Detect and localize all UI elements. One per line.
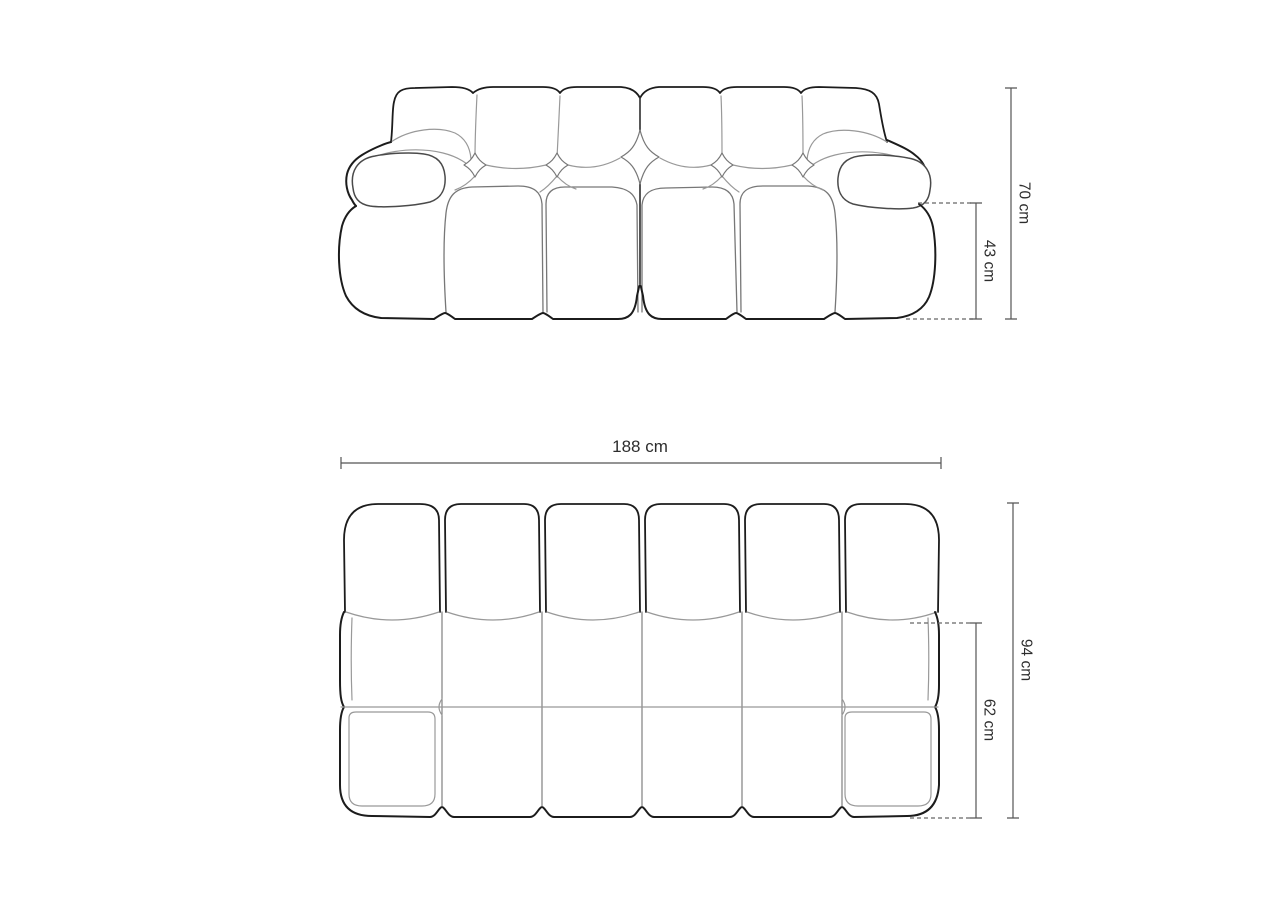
right-arm-front-seam [845, 712, 931, 806]
tuft-seam [733, 165, 792, 169]
tuft-seam [660, 158, 711, 167]
seat-cushion-4 [740, 186, 837, 312]
seat-cushion-3 [642, 187, 737, 312]
top-cushion-front-arc [747, 612, 839, 620]
top-back-cushion [845, 504, 939, 612]
right-arm-inner-seam [928, 618, 929, 700]
top-back-cushion [745, 504, 840, 612]
total-height-dimension [1005, 88, 1033, 319]
tuft-star [792, 153, 814, 177]
left-armrest-pill [352, 153, 445, 207]
front-view-drawing [339, 87, 1033, 319]
top-cushion-front-arc [847, 612, 937, 620]
top-view-drawing [340, 437, 1035, 818]
total-depth-dimension [1007, 503, 1035, 818]
top-cushion-front-arc [547, 612, 639, 620]
top-cushion-front-arc [647, 612, 739, 620]
tuft-star [711, 153, 733, 177]
left-arm-front-seam [349, 712, 435, 806]
right-armrest-pill [838, 155, 931, 209]
armrest-height-dimension [970, 203, 998, 319]
seat-cushion-2 [546, 187, 638, 312]
top-back-cushion [445, 504, 540, 612]
total-width-dimension [341, 437, 941, 469]
total-depth-label: 94 cm [1017, 638, 1035, 682]
seat-depth-label: 62 cm [980, 698, 998, 742]
top-back-cushion [545, 504, 640, 612]
top-back-cushion [344, 504, 440, 612]
top-silhouette [340, 612, 939, 817]
armrest-height-label: 43 cm [980, 239, 998, 283]
seat-cushion-1 [444, 186, 543, 312]
tuft-seam [486, 165, 546, 169]
top-cushion-front-arc [447, 612, 539, 620]
tuft-star [464, 153, 486, 177]
top-back-cushion [645, 504, 740, 612]
seat-depth-dimension [970, 623, 998, 818]
total-width-label: 188 cm [612, 437, 668, 456]
total-height-label: 70 cm [1015, 181, 1033, 225]
tuft-star [546, 153, 568, 177]
tuft-seam [568, 158, 620, 167]
left-arm-inner-seam [351, 618, 352, 700]
top-cushion-front-arc [346, 612, 439, 620]
